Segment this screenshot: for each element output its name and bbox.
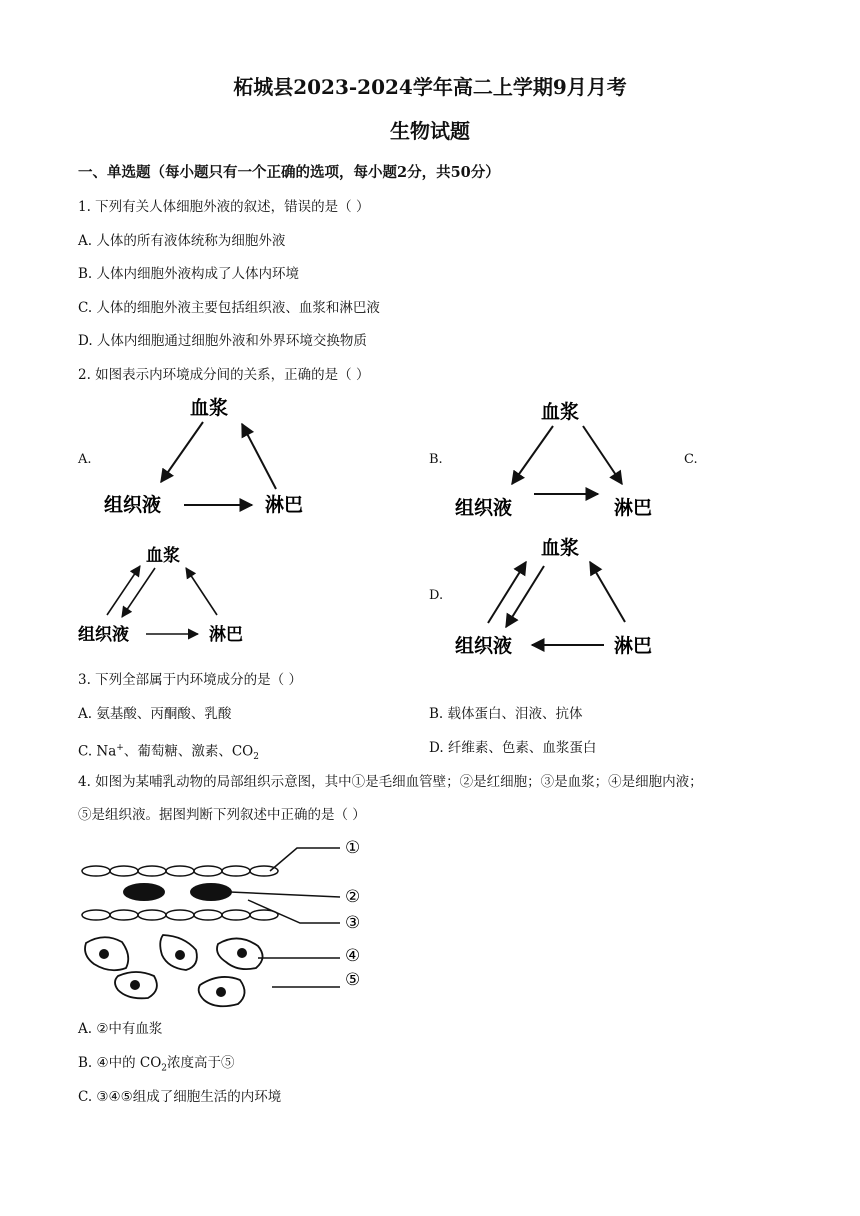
diagram-b-plasma: 血浆 [541, 401, 580, 423]
q1-option-b: B. 人体内细胞外液构成了人体内环境 [78, 266, 300, 282]
capillary-wall-top [82, 866, 278, 876]
marker-2: ② [345, 887, 361, 907]
exam-subtitle: 生物试题 [390, 119, 470, 143]
marker-1: ① [345, 838, 361, 858]
q1-option-c: C. 人体的细胞外液主要包括组织液、血浆和淋巴液 [78, 300, 380, 316]
diagram-b-tissue-fluid: 组织液 [455, 497, 513, 519]
q4-stem-line2: ⑤是组织液。据图判断下列叙述中正确的是（ ） [78, 807, 366, 823]
capillary-wall-bottom [82, 910, 278, 920]
diagram-d-lymph: 淋巴 [614, 635, 653, 657]
diagram-c-plasma: 血浆 [146, 546, 180, 566]
q3-stem: 3. 下列全部属于内环境成分的是（ ） [78, 672, 302, 688]
section-header: 一、单选题（每小题只有一个正确的选项，每小题2分，共50分） [78, 164, 500, 181]
q1-stem: 1. 下列有关人体细胞外液的叙述，错误的是（ ） [78, 199, 370, 215]
q4-option-c: C. ③④⑤组成了细胞生活的内环境 [78, 1089, 282, 1105]
exam-title: 柘城县2023-2024学年高二上学期9月月考 [233, 75, 627, 99]
q2-option-d-label: D. [429, 588, 444, 603]
diagram-a-lymph: 淋巴 [265, 494, 304, 516]
q3-option-c: C. Na+、葡萄糖、激素、$CO_2$ [78, 743, 259, 763]
diagram-b-lymph: 淋巴 [614, 497, 653, 519]
marker-3: ③ [345, 913, 361, 933]
red-blood-cell [123, 883, 165, 901]
diagram-a-plasma: 血浆 [190, 397, 229, 419]
diagram-d-tissue-fluid: 组织液 [455, 635, 513, 657]
q2-option-a-label: A. [78, 452, 92, 467]
q3-option-a: A. 氨基酸、丙酮酸、乳酸 [78, 706, 232, 722]
red-blood-cell [190, 883, 232, 901]
marker-5: ⑤ [345, 970, 361, 990]
q4-option-b: B. ④中的 $CO_2$浓度高于⑤ [78, 1055, 235, 1074]
q1-option-d: D. 人体内细胞通过细胞外液和外界环境交换物质 [78, 333, 367, 349]
tissue-cells [85, 935, 263, 1006]
q4-option-a: A. ②中有血浆 [78, 1021, 163, 1037]
q3-option-d: D. 纤维素、色素、血浆蛋白 [429, 740, 597, 756]
q2-option-c-label: C. [684, 452, 698, 467]
diagram-a-tissue-fluid: 组织液 [104, 494, 162, 516]
marker-4: ④ [345, 946, 361, 966]
q2-stem: 2. 如图表示内环境成分间的关系，正确的是（ ） [78, 367, 370, 383]
diagram-c-lymph: 淋巴 [209, 625, 243, 645]
q2-option-b-label: B. [429, 452, 443, 467]
cell-nuclei [99, 948, 247, 997]
diagram-c-tissue-fluid: 组织液 [78, 625, 129, 645]
q3-option-b: B. 载体蛋白、泪液、抗体 [429, 706, 583, 722]
q1-option-a: A. 人体的所有液体统称为细胞外液 [78, 233, 286, 249]
diagram-d-plasma: 血浆 [541, 537, 580, 559]
q4-stem-line1: 4. 如图为某哺乳动物的局部组织示意图，其中①是毛细血管壁；②是红细胞；③是血浆；④是细胞内液； [78, 774, 703, 790]
